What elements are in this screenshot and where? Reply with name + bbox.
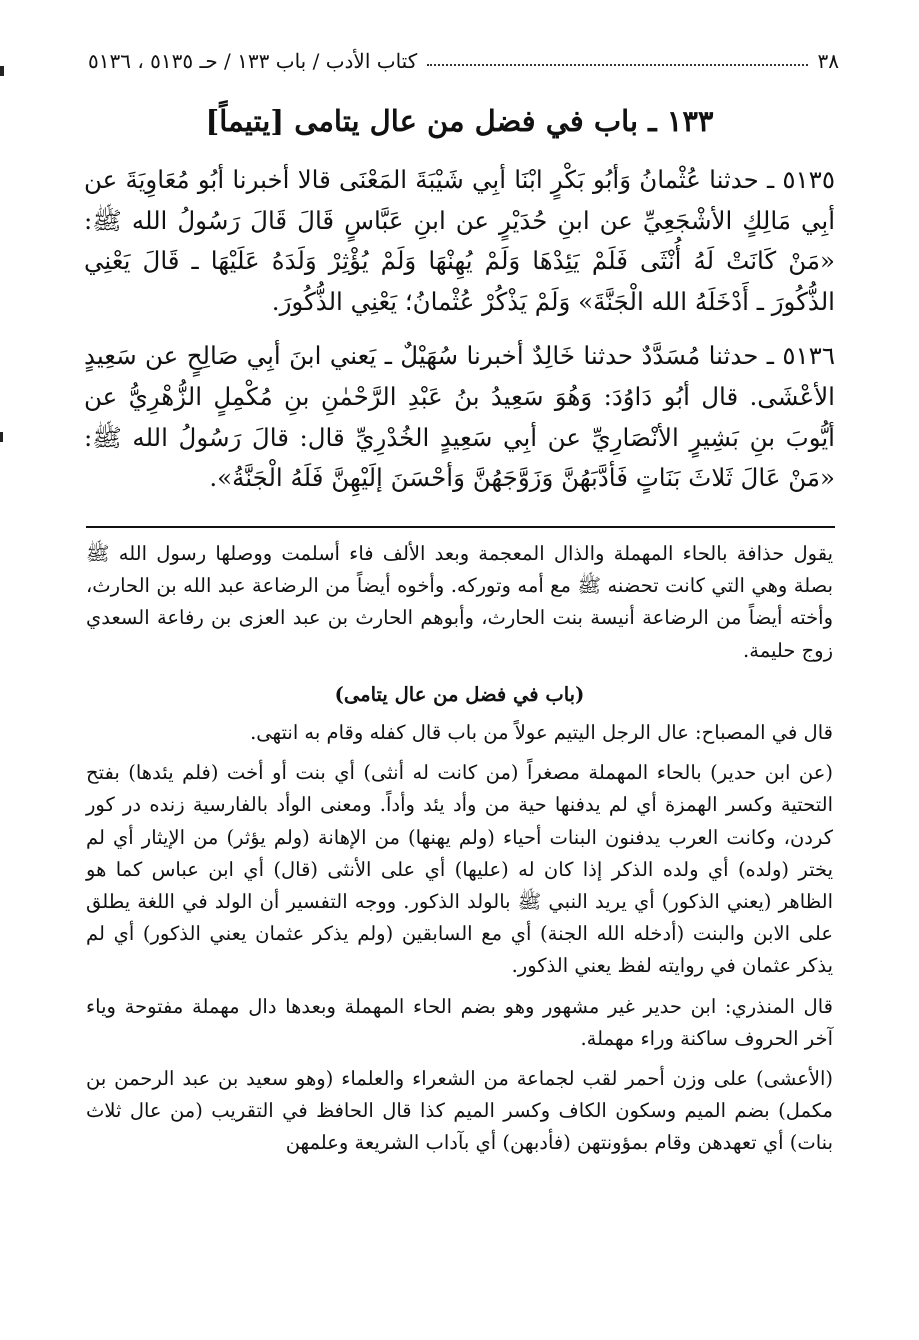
- hadith-text-block: [84, 160, 835, 499]
- section-reference: كتاب الأدب / باب ١٣٣ / حـ ٥١٣٥ ، ٥١٣٦: [88, 49, 418, 73]
- running-header: [88, 46, 839, 76]
- commentary-block: [86, 538, 833, 1160]
- footnote-separator: [86, 526, 835, 528]
- page-number: ٣٨: [817, 49, 839, 73]
- scan-edge-mark: [0, 66, 4, 76]
- header-dot-leader: [427, 64, 807, 66]
- commentary-paragraph: (الأعشى) على وزن أحمر لقب لجماعة من الشعراء والعلماء (وهو سعيد بن عبد الرحمن بن مكمل) بضم الميم وسكون الكاف وكسر الميم كذا قال الحافظ في التقريب (من عال ثلاث بنات) أي تعهدهن وقام بمؤونتهن (فأدبهن) أي بآداب الشريعة وعلمهن: [86, 1067, 833, 1155]
- commentary-paragraph: (عن ابن حدير) بالحاء المهملة مصغراً (من كانت له أنثى) أي بنت أو أخت (فلم يئدها) بفتح التحتية وكسر الهمزة أي لم يدفنها حية من وأد يئد وأداً. ومعنى الوأد بالفارسية زنده در كور كردن، وكانت العرب يدفنون البنات أحياء (ولم يهنها) من الإهانة (ولم يؤثر) من الإيثار أي لم يختر (ولده) أي ولده الذكر إذا كان له (عليها) أي على الأنثى (قال) أي ابن عباس كما هو الظاهر (يعني الذكور) أي يريد النبي ﷺ بالولد الذكور. ووجه التفسير أن الولد في اللغة يطلق على الابن والبنت (أدخله الله الجنة) أي مع السابقين (ولم يذكر عثمان يعني الذكور) أي لم يذكر عثمان في روايته لفظ يعني الذكور.: [86, 761, 833, 978]
- commentary-paragraph: يقول حذافة بالحاء المهملة والذال المعجمة وبعد الألف فاء أسلمت ووصلها رسول الله ﷺ بصلة وهي التي كانت تحضنه ﷺ مع أمه وتوركه. وأخوه أيضاً من الرضاعة عبد الله بن الحارث، وأخته أيضاً من الرضاعة أنيسة بنت الحارث، وأبوهم الحارث بن عبد العزى بن رفاعة السعدي زوج حليمة.: [86, 542, 833, 662]
- hadith-5136: ٥١٣٦ ـ حدثنا مُسَدَّدٌ حدثنا خَالِدٌ أخبرنا سُهَيْلٌ ـ يَعني ابنَ أبِي صَالِحٍ عن سَعِيدٍ الأعْشَى. قال أبُو دَاوُدَ: وَهُوَ سَعِيدُ بنُ عَبْدِ الرَّحْمٰنِ بنِ مُكْمِلٍ الزُّهْرِيُّ عن أيُّوبَ بنِ بَشِيرٍ الأنْصَارِيِّ عن أبِي سَعِيدٍ الخُدْرِيِّ قال: قالَ رَسُولُ الله ﷺ: «مَنْ عَالَ ثَلاثَ بَنَاتٍ فَأدَّبَهُنَّ وَزَوَّجَهُنَّ وَأحْسَنَ إلَيْهِنَّ فَلَهُ الْجَنَّةُ».: [84, 341, 835, 493]
- commentary-subheading: (باب في فضل من عال يتامى): [334, 682, 585, 706]
- chapter-title: ١٣٣ ـ باب في فضل من عال يتامى [يتيماً]: [205, 104, 714, 138]
- commentary-paragraph: قال المنذري: ابن حدير غير مشهور وهو بضم الحاء المهملة وبعدها دال مهملة مفتوحة وياء آخر الحروف ساكنة وراء مهملة.: [86, 994, 833, 1050]
- hadith-5135: ٥١٣٥ ـ حدثنا عُثْمانُ وَأبُو بَكْرٍ ابْنَا أبِي شَيْبَةَ المَعْنَى قالا أخبرنا أبُو مُعَاوِيَةَ عن أبِي مَالِكٍ الأشْجَعِيِّ عن ابنِ حُدَيْرٍ عن ابنِ عَبَّاسٍ قَالَ قَالَ رَسُولُ الله ﷺ: «مَنْ كَانَتْ لَهُ أُنْثَى فَلَمْ يَئِدْهَا وَلَمْ يُهِنْهَا وَلَمْ يُؤْثِرْ وَلَدَهُ عَلَيْهَا ـ قَالَ يَعْنِي الذُّكُورَ ـ أَدْخَلَهُ الله الْجَنَّةَ» وَلَمْ يَذْكُرْ عُثْمانُ؛ يَعْنِي الذُّكُورَ.: [84, 165, 835, 316]
- commentary-paragraph: قال في المصباح: عال الرجل اليتيم عولاً من باب قال كفله وقام به انتهى.: [250, 721, 833, 745]
- scan-edge-mark: [0, 432, 3, 442]
